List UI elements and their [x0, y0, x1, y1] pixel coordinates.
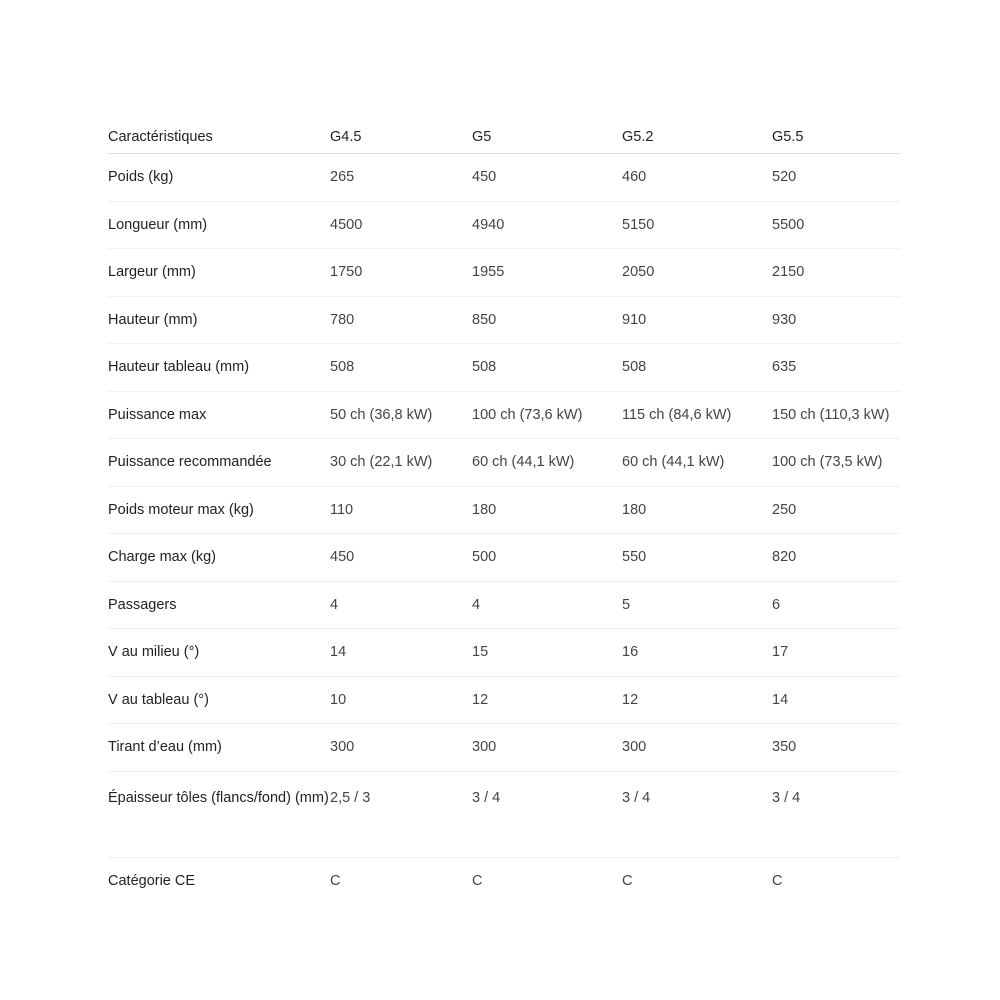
row-label: Puissance max: [108, 391, 330, 439]
table-header-row: [108, 121, 900, 154]
cell-value: 508: [622, 344, 772, 392]
row-label: Longueur (mm): [108, 201, 330, 249]
cell-value: 350: [772, 724, 900, 772]
cell-value: 500: [472, 534, 622, 582]
cell-value: 508: [330, 344, 472, 392]
cell-value: 4940: [472, 201, 622, 249]
column-header-g5-5: G5.5: [772, 121, 900, 154]
cell-value: 100 ch (73,6 kW): [472, 391, 622, 439]
cell-value: 1750: [330, 249, 472, 297]
cell-value: 508: [472, 344, 622, 392]
table-row: [108, 676, 900, 724]
table-row: [108, 534, 900, 582]
cell-value: 12: [622, 676, 772, 724]
cell-value: 110: [330, 486, 472, 534]
cell-value: 3 / 4: [472, 771, 622, 857]
cell-value: C: [330, 872, 341, 889]
table-row: [108, 391, 900, 439]
cell-value: 17: [772, 629, 900, 677]
row-label: Épaisseur tôles (flancs/fond) (mm): [108, 771, 330, 857]
row-label: Poids moteur max (kg): [108, 486, 330, 534]
cell-value: C: [772, 872, 783, 889]
cell-value: 910: [622, 296, 772, 344]
cell-value: 930: [772, 296, 900, 344]
cell-value: 14: [772, 676, 900, 724]
cell-value: 12: [472, 676, 622, 724]
cell-value: 50 ch (36,8 kW): [330, 391, 472, 439]
cell-value: 820: [772, 534, 900, 582]
table-row: [108, 296, 900, 344]
row-label: V au milieu (°): [108, 629, 330, 677]
cell-value: 150 ch (110,3 kW): [772, 391, 900, 439]
cell-value: 180: [622, 486, 772, 534]
cell-value: 100 ch (73,5 kW): [772, 439, 900, 487]
table-row: [108, 771, 900, 857]
cell-value: 450: [330, 534, 472, 582]
cell-value: 2150: [772, 249, 900, 297]
cell-value: 5: [622, 581, 772, 629]
row-label: Hauteur tableau (mm): [108, 344, 330, 392]
table-row: [108, 439, 900, 487]
table-row: [108, 344, 900, 392]
row-label: Tirant d’eau (mm): [108, 724, 330, 772]
cell-value: 300: [622, 724, 772, 772]
cell-value: 300: [472, 724, 622, 772]
cell-value: 6: [772, 581, 900, 629]
row-label: Hauteur (mm): [108, 296, 330, 344]
cell-value: 60 ch (44,1 kW): [622, 439, 772, 487]
row-label: V au tableau (°): [108, 676, 330, 724]
cell-value: 115 ch (84,6 kW): [622, 391, 772, 439]
row-label: Puissance recommandée: [108, 439, 330, 487]
cell-value: 5150: [622, 201, 772, 249]
row-label: Largeur (mm): [108, 249, 330, 297]
cell-value: 5500: [772, 201, 900, 249]
cell-value: 2050: [622, 249, 772, 297]
cell-value: 520: [772, 154, 900, 202]
table-row: [108, 724, 900, 772]
table-row: [108, 201, 900, 249]
cell-value: 2,5 / 3: [330, 771, 472, 857]
cell-value: 15: [472, 629, 622, 677]
table-row: [108, 581, 900, 629]
cell-value: 60 ch (44,1 kW): [472, 439, 622, 487]
row-label: Poids (kg): [108, 154, 330, 202]
cell-value: 180: [472, 486, 622, 534]
table-row: [108, 857, 900, 904]
column-header-g5: G5: [472, 121, 622, 154]
cell-value: 550: [622, 534, 772, 582]
column-header-g4-5: G4.5: [330, 121, 472, 154]
cell-value: 10: [330, 676, 472, 724]
cell-value: 635: [772, 344, 900, 392]
cell-value: C: [622, 872, 633, 889]
cell-value: 250: [772, 486, 900, 534]
cell-value: 4: [330, 581, 472, 629]
specifications-table: [108, 121, 900, 904]
cell-value: 1955: [472, 249, 622, 297]
cell-value: 460: [622, 154, 772, 202]
cell-value: 850: [472, 296, 622, 344]
cell-value: 4: [472, 581, 622, 629]
table-row: [108, 249, 900, 297]
row-label: Passagers: [108, 581, 330, 629]
cell-value: 780: [330, 296, 472, 344]
row-label: Charge max (kg): [108, 534, 330, 582]
column-header-characteristics: Caractéristiques: [108, 121, 330, 154]
cell-value: 300: [330, 724, 472, 772]
cell-value: 4500: [330, 201, 472, 249]
cell-value: C: [472, 872, 483, 889]
row-label: Catégorie CE: [108, 872, 196, 889]
column-header-g5-2: G5.2: [622, 121, 772, 154]
table-row: [108, 154, 900, 202]
table-row: [108, 629, 900, 677]
cell-value: 14: [330, 629, 472, 677]
cell-value: 3 / 4: [772, 771, 900, 857]
cell-value: 450: [472, 154, 622, 202]
table-row: [108, 486, 900, 534]
cell-value: 30 ch (22,1 kW): [330, 439, 472, 487]
cell-value: 3 / 4: [622, 771, 772, 857]
cell-value: 265: [330, 154, 472, 202]
cell-value: 16: [622, 629, 772, 677]
